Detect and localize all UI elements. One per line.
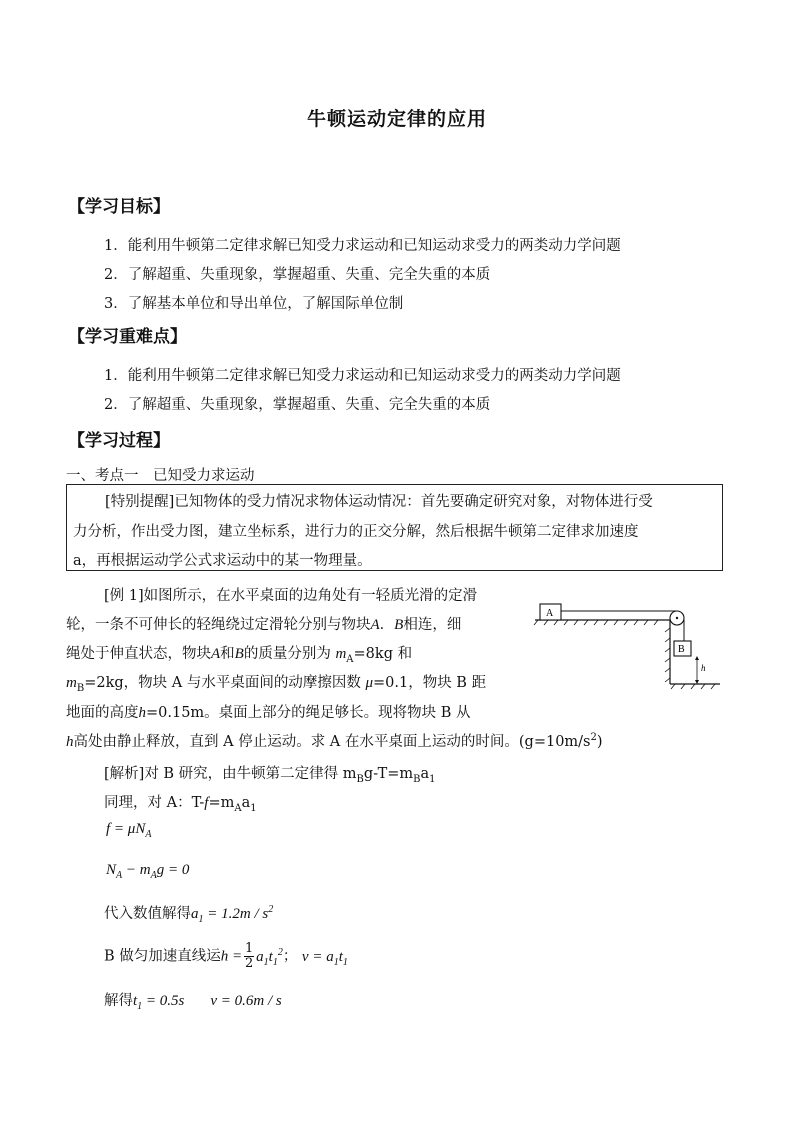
keypoints-heading: 【学习重难点】 <box>68 327 187 347</box>
tip-line-1: [特别提醒]已知物体的受力情况求物体运动情况：首先要确定研究对象，对物体进行受 <box>105 494 653 510</box>
page-title: 牛顿运动定律的应用 <box>306 108 487 130</box>
keypoint-item-2: 2．了解超重、失重现象，掌握超重、失重、完全失重的本质 <box>104 397 491 413</box>
equation-friction: $f = \mu N_A$ <box>106 821 152 840</box>
example-line-3: 绳处于伸直状态，物块A和B的质量分别为 $m_A=8kg$ 和 <box>66 646 413 665</box>
solution-line-1: [解析]对 B 研究，由牛顿第二定律得 $m_Bg-T=m_Ba_1$ <box>104 766 436 785</box>
example-line-6: h高处由静止释放，直到 A 停止运动。求 A 在水平桌面上运动的时间。$(g=10m/s^2)$ <box>66 732 603 750</box>
ground-hatch <box>671 684 715 689</box>
solution-line-6: B 做匀加速直线运h = $\frac{1}{2}$ $a_1t_1^2$； $v = a_1t_1$ <box>104 941 348 971</box>
objective-item-3: 3．了解基本单位和导出单位，了解国际单位制 <box>104 296 404 312</box>
table-side-hatch <box>665 628 670 682</box>
example-line-1: [例 1]如图所示，在水平桌面的边角处有一轻质光滑的定滑 <box>104 588 478 604</box>
pulley-axle <box>676 617 678 619</box>
keypoint-item-1: 1．能利用牛顿第二定律求解已知受力求运动和已知运动求受力的两类动力学问题 <box>104 368 621 384</box>
solution-line-7: 解得$t_1 = 0.5s$ v = 0.6m / s <box>104 993 282 1012</box>
tip-line-3: a，再根据运动学公式求运动中的某一物理量。 <box>73 553 372 569</box>
solution-line-2: 同理，对 A：$T-f=m_Aa_1$ <box>104 795 257 814</box>
section-heading: 一、考点一 已知受力求运动 <box>66 468 255 484</box>
block-a-label: A <box>546 608 554 619</box>
height-arrow-top <box>695 656 699 660</box>
objective-item-1: 1．能利用牛顿第二定律求解已知受力求运动和已知运动求受力的两类动力学问题 <box>104 238 621 254</box>
tip-line-2: 力分析，作出受力图，建立坐标系，进行力的正交分解，然后根据牛顿第二定律求加速度 <box>73 524 639 540</box>
process-heading: 【学习过程】 <box>68 431 170 451</box>
example-line-5: 地面的高度h=0.15m。桌面上部分的绳足够长。现将物块 B 从 <box>66 705 471 721</box>
tip-box <box>66 484 723 571</box>
solution-line-5: 代入数值解得$a_1 = 1.2m / s^2$ <box>104 904 274 925</box>
objectives-heading: 【学习目标】 <box>68 197 170 217</box>
equation-normal: $N_A - m_Ag = 0$ <box>106 862 190 881</box>
pulley-figure <box>530 598 725 690</box>
example-line-2: 轮，一条不可伸长的轻绳绕过定滑轮分别与物块A．B相连，细 <box>66 617 462 633</box>
block-b-label: B <box>678 644 685 655</box>
example-line-4: $m_B=2kg$，物块 A 与水平桌面间的动摩擦因数 μ=0.1，物块 B 距 <box>66 675 487 694</box>
table-hatch <box>534 620 658 625</box>
objective-item-2: 2．了解超重、失重现象，掌握超重、失重、完全失重的本质 <box>104 267 491 283</box>
height-label: h <box>701 663 706 673</box>
fraction-half: $\frac{1}{2}$ <box>245 941 254 971</box>
